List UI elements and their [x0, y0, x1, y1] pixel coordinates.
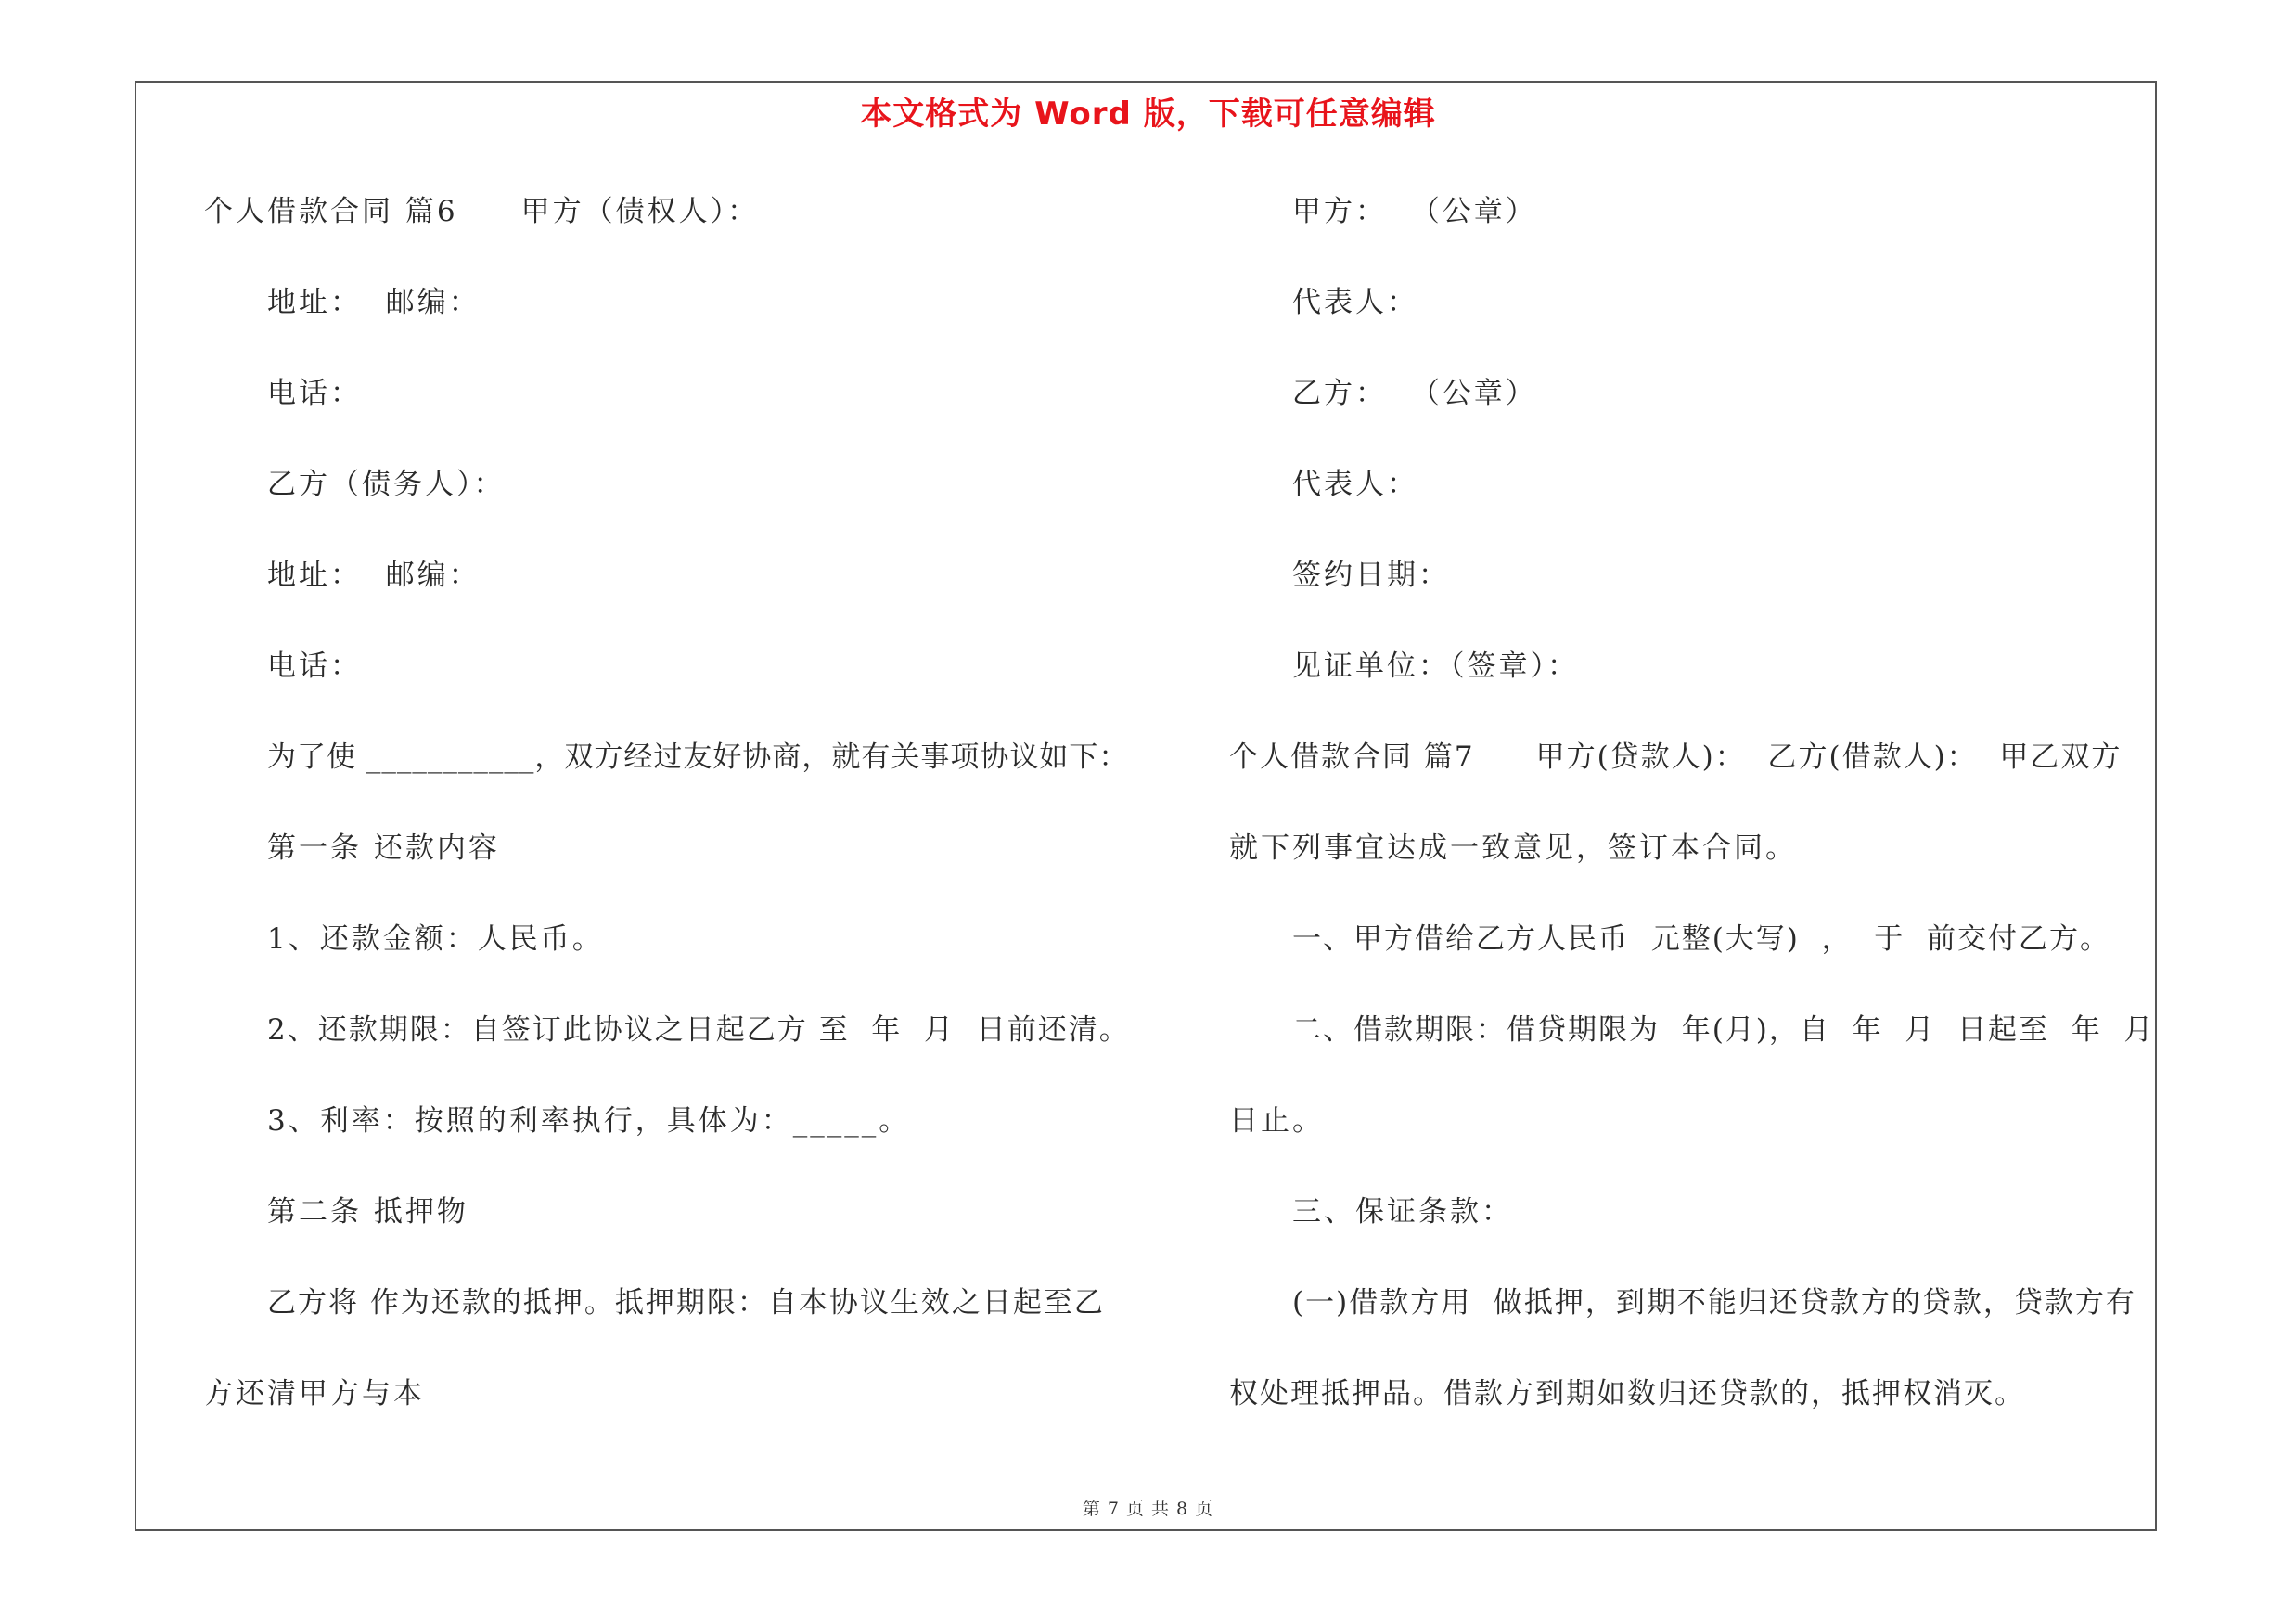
right-line: 甲方： （公章）: [1292, 195, 1537, 228]
left-line: 1、还款金额：人民币。: [267, 922, 604, 956]
right-line: 就下列事宜达成一致意见，签订本合同。: [1229, 831, 1797, 865]
left-line: 乙方（债务人）：: [267, 468, 506, 501]
left-line: 3、利率：按照的利率执行，具体为：_____。: [267, 1104, 911, 1138]
left-line: 电话：: [267, 377, 362, 410]
left-line: 为了使 ___________，双方经过友好协商，就有关事项协议如下：: [267, 741, 1129, 774]
right-line: 见证单位：（签章）：: [1292, 650, 1579, 683]
right-line: 签约日期：: [1292, 559, 1450, 592]
left-line: 地址： 邮编：: [267, 559, 481, 592]
left-line: 电话：: [267, 650, 362, 683]
word-format-banner: 本文格式为 Word 版，下载可任意编辑: [860, 96, 1436, 133]
left-heading-line: 个人借款合同 篇6 甲方（债权人）：: [204, 195, 760, 228]
page-number-footer: 第 7 页 共 8 页: [1082, 1499, 1214, 1519]
right-line: 乙方： （公章）: [1292, 377, 1537, 410]
right-line: 代表人：: [1292, 286, 1418, 319]
right-line: 三、保证条款：: [1292, 1195, 1513, 1229]
right-line: 代表人：: [1292, 468, 1418, 501]
right-line: 日止。: [1229, 1104, 1324, 1138]
right-line: 权处理抵押品。借款方到期如数归还贷款的，抵押权消灭。: [1229, 1377, 2025, 1410]
right-line: (一)借款方用 做抵押，到期不能归还贷款方的贷款，贷款方有: [1292, 1286, 2136, 1320]
right-line: 一、甲方借给乙方人民币 元整(大写) ， 于 前交付乙方。: [1292, 922, 2111, 956]
left-line: 地址： 邮编：: [267, 286, 481, 319]
right-line: 二、借款期限：借贷期限为 年(月)，自 年 月 日起至 年 月: [1292, 1013, 2155, 1047]
right-heading-line: 个人借款合同 篇7 甲方(贷款人)： 乙方(借款人)： 甲乙双方: [1229, 741, 2123, 774]
left-line: 方还清甲方与本: [204, 1377, 425, 1410]
left-line: 2、还款期限：自签订此协议之日起乙方 至 年 月 日前还清。: [267, 1013, 1130, 1047]
left-line: 第二条 抵押物: [267, 1195, 468, 1229]
left-line: 第一条 还款内容: [267, 831, 500, 865]
left-line: 乙方将 作为还款的抵押。抵押期限：自本协议生效之日起至乙: [267, 1286, 1105, 1320]
